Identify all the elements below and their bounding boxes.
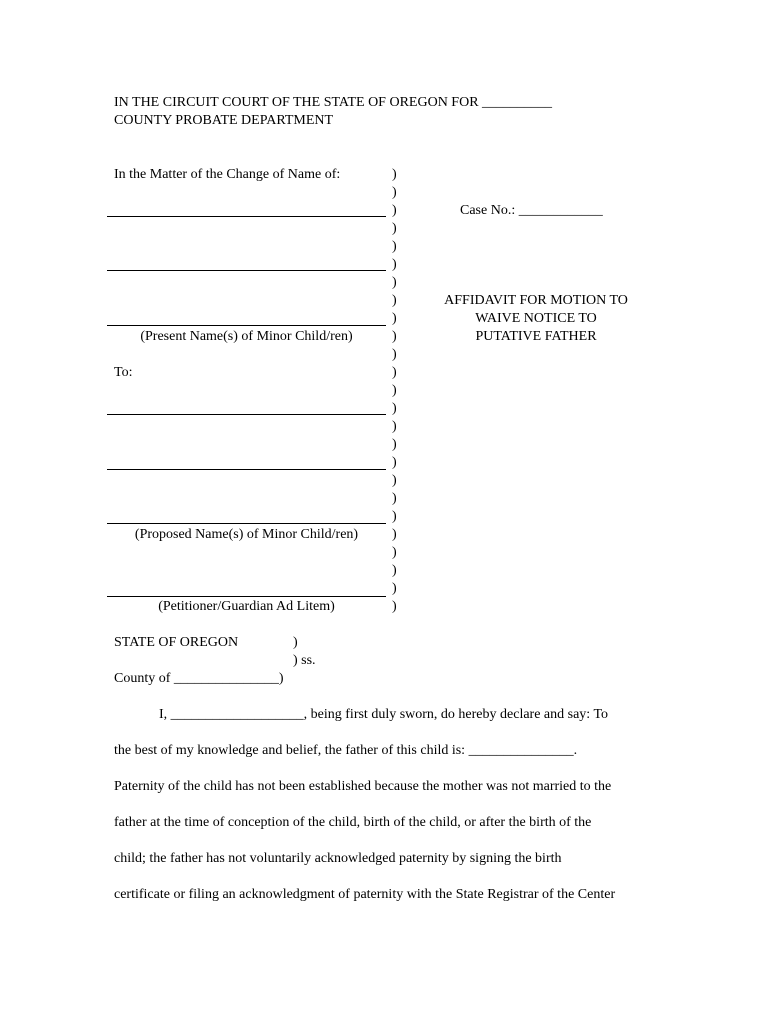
document-title-line1: AFFIDAVIT FOR MOTION TO [444,293,628,308]
venue-state: STATE OF OREGON [114,635,239,650]
matter-label: In the Matter of the Change of Name of: [114,167,341,182]
caption-paren: ) [392,257,397,272]
petitioner-label: (Petitioner/Guardian Ad Litem) [158,599,335,614]
caption-paren: ) [392,509,397,524]
caption-paren: ) [392,203,397,218]
caption-paren: ) [392,275,397,290]
caption-paren: ) [392,419,397,434]
caption-paren: ) [392,473,397,488]
body-line-5: child; the father has not voluntarily acknowledged paternity by signing the birth [114,851,562,866]
proposed-names-label: (Proposed Name(s) of Minor Child/ren) [134,527,359,542]
venue-paren: ) [293,635,298,650]
court-heading-line2: COUNTY PROBATE DEPARTMENT [114,113,334,128]
caption-paren: ) [392,437,397,452]
caption-paren: ) [392,221,397,236]
caption-paren: ) [392,293,397,308]
body-line-4: father at the time of conception of the child, birth of the child, or after the birth of the [114,815,592,830]
caption-paren: ) [392,365,397,380]
caption-paren: ) [392,563,397,578]
caption-paren: ) [392,311,397,326]
petitioner-line[interactable] [107,596,386,597]
caption-paren: ) [392,185,397,200]
venue-county: County of _______________) [114,671,284,686]
to-label: To: [114,365,133,380]
court-heading-line1: IN THE CIRCUIT COURT OF THE STATE OF OREGON FOR __________ [114,95,553,110]
caption-paren: ) [392,581,397,596]
caption-paren: ) [392,455,397,470]
name-line-3[interactable] [107,325,386,326]
venue-ss: ) ss. [293,653,316,668]
name-line-4[interactable] [107,414,386,415]
case-number: Case No.: ____________ [460,203,603,218]
document-title-line2: WAIVE NOTICE TO [475,311,597,326]
caption-paren: ) [392,527,397,542]
caption-paren: ) [392,167,397,182]
caption-paren: ) [392,545,397,560]
caption-paren: ) [392,329,397,344]
caption-paren: ) [392,383,397,398]
caption-paren: ) [392,347,397,362]
body-line-1: I, ___________________, being first duly sworn, do hereby declare and say: To [159,707,609,722]
document-title-line3: PUTATIVE FATHER [475,329,597,344]
caption-paren: ) [392,599,397,614]
caption-paren: ) [392,491,397,506]
body-line-6: certificate or filing an acknowledgment of paternity with the State Registrar of the Center [114,887,616,902]
caption-paren: ) [392,239,397,254]
caption-paren: ) [392,401,397,416]
name-line-1[interactable] [107,216,386,217]
present-names-label: (Present Name(s) of Minor Child/ren) [140,329,353,344]
body-line-3: Paternity of the child has not been established because the mother was not married to the [114,779,612,794]
name-line-6[interactable] [107,523,386,524]
name-line-5[interactable] [107,469,386,470]
name-line-2[interactable] [107,270,386,271]
body-line-2: the best of my knowledge and belief, the father of this child is: _______________. [114,743,578,758]
